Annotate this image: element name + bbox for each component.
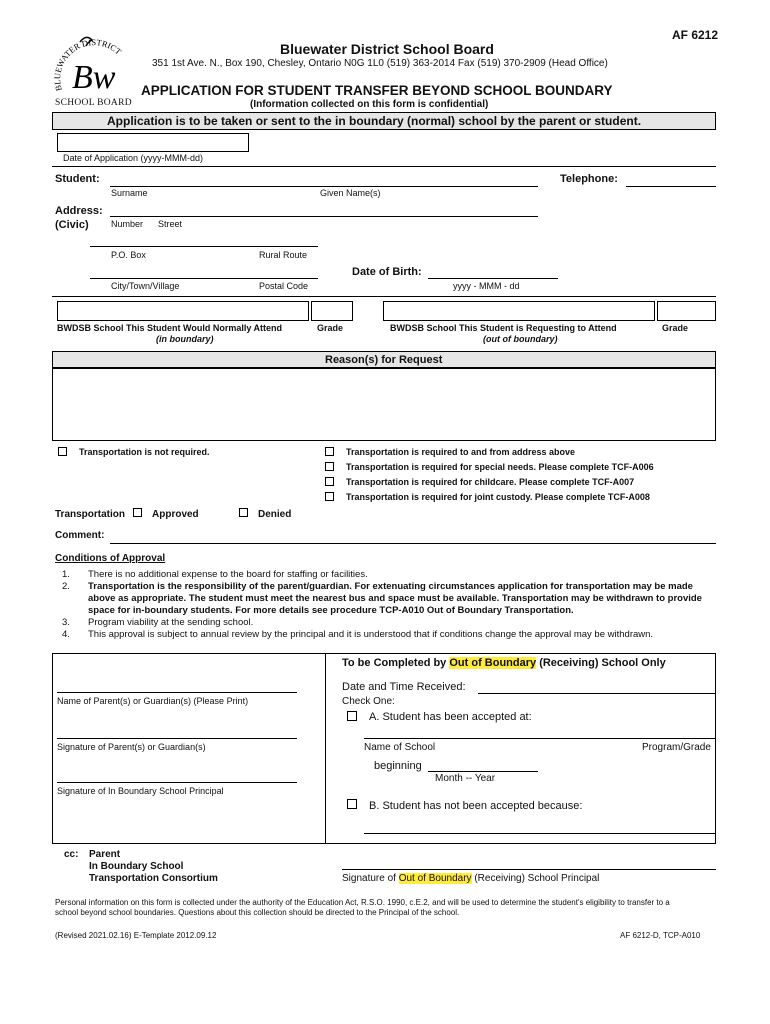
condition-item xyxy=(62,617,722,629)
city-field[interactable] xyxy=(90,278,318,279)
surname-label: Surname xyxy=(111,188,148,198)
telephone-label: Telephone: xyxy=(560,173,618,185)
date-of-application-field[interactable] xyxy=(57,133,249,152)
instruction-banner xyxy=(52,112,716,130)
civic-label: (Civic) xyxy=(55,219,89,231)
not-accepted-checkbox[interactable] xyxy=(347,799,357,809)
given-name-label: Given Name(s) xyxy=(320,188,381,198)
condition-number: 2. xyxy=(62,581,70,592)
normal-grade-field[interactable] xyxy=(311,301,353,321)
conditions-list xyxy=(62,569,722,641)
condition-text: There is no additional expense to the board for staffing or facilities. xyxy=(88,569,368,580)
receiving-sig-prefix: Signature of xyxy=(342,873,399,884)
date-of-application-label: Date of Application (yyyy-MMM-dd) xyxy=(63,153,204,163)
logo-arc-text: BLUEWATER DISTRICT xyxy=(52,37,124,93)
normal-grade-label: Grade xyxy=(317,323,344,333)
board-name: Bluewater District School Board xyxy=(280,41,494,57)
denied-checkbox[interactable] xyxy=(239,508,248,517)
postal-code-label: Postal Code xyxy=(259,281,309,291)
rural-route-label: Rural Route xyxy=(259,250,308,260)
transport-option-checkbox[interactable] xyxy=(325,477,334,486)
transport-not-required-label: Transportation is not required. xyxy=(79,447,210,457)
telephone-field[interactable] xyxy=(626,186,716,187)
condition-item xyxy=(62,569,722,581)
dob-format-label: yyyy - MMM - dd xyxy=(453,281,520,291)
transport-option-label: Transportation is required to and from address above xyxy=(346,447,576,457)
accepted-label: A. Student has been accepted at: xyxy=(369,711,532,723)
form-title: APPLICATION FOR STUDENT TRANSFER BEYOND SCHOOL BOUNDARY xyxy=(141,83,613,98)
month-year-label: Month -- Year xyxy=(435,773,496,784)
receiving-header xyxy=(342,657,666,669)
transport-not-required-checkbox[interactable] xyxy=(58,447,67,456)
denied-label: Denied xyxy=(258,509,292,520)
condition-text: This approval is subject to annual review by the principal and it is understood that if conditions change the approval may be withdrawn. xyxy=(88,629,654,640)
normal-school-field[interactable] xyxy=(57,301,309,321)
requested-school-label: BWDSB School This Student is Requesting to Attend xyxy=(390,323,617,333)
beginning-field[interactable] xyxy=(428,771,538,772)
number-label: Number xyxy=(111,219,144,229)
requested-school-sub: (out of boundary) xyxy=(483,334,558,344)
approved-label: Approved xyxy=(152,509,199,520)
dob-field[interactable] xyxy=(428,278,558,279)
parent-name-field[interactable] xyxy=(57,692,297,693)
requested-grade-field[interactable] xyxy=(657,301,716,321)
logo-monogram: Bw xyxy=(72,59,116,96)
condition-number: 3. xyxy=(62,617,70,628)
comment-field[interactable] xyxy=(110,543,716,544)
accepted-checkbox[interactable] xyxy=(347,711,357,721)
program-grade-label: Program/Grade xyxy=(642,742,711,753)
po-box-label: P.O. Box xyxy=(111,250,146,260)
reasons-text-area[interactable] xyxy=(52,368,716,441)
cc-label: cc: xyxy=(64,849,79,860)
parent-signature-label: Signature of Parent(s) or Guardian(s) xyxy=(57,742,206,752)
reasons-header-text: Reason(s) for Request xyxy=(325,354,443,366)
not-accepted-label: B. Student has not been accepted because: xyxy=(369,800,583,812)
receiving-header-suffix: (Receiving) School Only xyxy=(536,657,666,669)
cc-item: Transportation Consortium xyxy=(89,873,218,884)
condition-text: Transportation is the responsibility of the parent/guardian. For extenuating circumstances application for transportation may be made above as appropriate. The student must meet the nearest bus and space must be available. Transportation may be withdrawn to provide space for in-boundary students. For more details see procedure TCP-A010 Out of Boundary Transportation. xyxy=(88,581,702,616)
civic-address-field[interactable] xyxy=(110,216,538,217)
condition-number: 4. xyxy=(62,629,70,640)
accepted-school-field[interactable] xyxy=(364,738,716,739)
beginning-label: beginning xyxy=(374,760,422,772)
comment-label: Comment: xyxy=(55,530,105,541)
condition-item xyxy=(62,581,722,617)
receiving-header-prefix: To be Completed by xyxy=(342,657,450,669)
principal-signature-label: Signature of In Boundary School Principal xyxy=(57,786,224,796)
logo-bottom-text: SCHOOL BOARD xyxy=(55,98,132,108)
approved-checkbox[interactable] xyxy=(133,508,142,517)
city-label: City/Town/Village xyxy=(111,281,180,291)
cc-item: In Boundary School xyxy=(89,861,184,872)
normal-school-sub: (in boundary) xyxy=(156,334,214,344)
date-time-received-label: Date and Time Received: xyxy=(342,681,466,693)
transport-option-label: Transportation is required for special needs. Please complete TCF-A006 xyxy=(346,462,654,472)
transport-option-label: Transportation is required for joint custody. Please complete TCF-A008 xyxy=(346,492,650,502)
transport-option-label: Transportation is required for childcare. Please complete TCF-A007 xyxy=(346,477,635,487)
form-code-reference: AF 6212-D, TCP-A010 xyxy=(620,931,701,940)
parent-name-label: Name of Parent(s) or Guardian(s) (Please Print) xyxy=(57,696,249,706)
date-time-received-field[interactable] xyxy=(478,693,716,694)
student-label: Student: xyxy=(55,173,100,185)
receiving-principal-signature-field[interactable] xyxy=(342,869,716,870)
receiving-sig-highlight: Out of Boundary xyxy=(398,873,472,884)
reasons-header xyxy=(52,351,716,368)
parent-signature-field[interactable] xyxy=(57,738,297,739)
signature-divider xyxy=(325,653,326,844)
transport-option-checkbox[interactable] xyxy=(325,462,334,471)
street-label: Street xyxy=(158,219,183,229)
applicant-separator xyxy=(52,296,716,297)
not-accepted-reason-field[interactable] xyxy=(364,833,716,834)
condition-item xyxy=(62,629,722,641)
form-subtitle: (Information collected on this form is confidential) xyxy=(250,99,489,110)
receiving-principal-signature-label xyxy=(342,873,599,884)
principal-signature-field[interactable] xyxy=(57,782,297,783)
receiving-header-highlight: Out of Boundary xyxy=(449,657,537,669)
requested-grade-label: Grade xyxy=(662,323,689,333)
transport-option-checkbox[interactable] xyxy=(325,447,334,456)
form-code: AF 6212 xyxy=(672,28,719,42)
conditions-title: Conditions of Approval xyxy=(55,553,166,564)
condition-number: 1. xyxy=(62,569,70,580)
address-label: Address: xyxy=(55,205,103,217)
revision-info: (Revised 2021.02.16) E-Template 2012.09.12 xyxy=(55,931,217,940)
check-one-label: Check One: xyxy=(342,696,395,707)
instruction-banner-text: Application is to be taken or sent to the in boundary (normal) school by the parent or student. xyxy=(107,114,642,128)
cc-item: Parent xyxy=(89,849,121,860)
condition-text: Program viability at the sending school. xyxy=(88,617,254,628)
receiving-sig-suffix: (Receiving) School Principal xyxy=(471,873,600,884)
po-box-field[interactable] xyxy=(90,246,318,247)
dob-label: Date of Birth: xyxy=(352,266,422,278)
transport-option-checkbox[interactable] xyxy=(325,492,334,501)
privacy-notice: Personal information on this form is collected under the authority of the Education Act, R.S.O. 1990, c.E.2, and will be used to determine the student's eligibility to transfer to a school beyond school boundaries. Questions about this collection should be directed to the Principal of the school. xyxy=(55,898,670,917)
board-address: 351 1st Ave. N., Box 190, Chesley, Ontario N0G 1L0 (519) 363-2014 Fax (519) 370-2909 (Head Office) xyxy=(152,58,608,69)
date-separator xyxy=(52,166,716,167)
transport-status-label: Transportation xyxy=(55,509,126,520)
requested-school-field[interactable] xyxy=(383,301,655,321)
student-name-field[interactable] xyxy=(110,186,538,187)
school-name-label: Name of School xyxy=(364,742,436,753)
normal-school-label: BWDSB School This Student Would Normally Attend xyxy=(57,323,282,333)
